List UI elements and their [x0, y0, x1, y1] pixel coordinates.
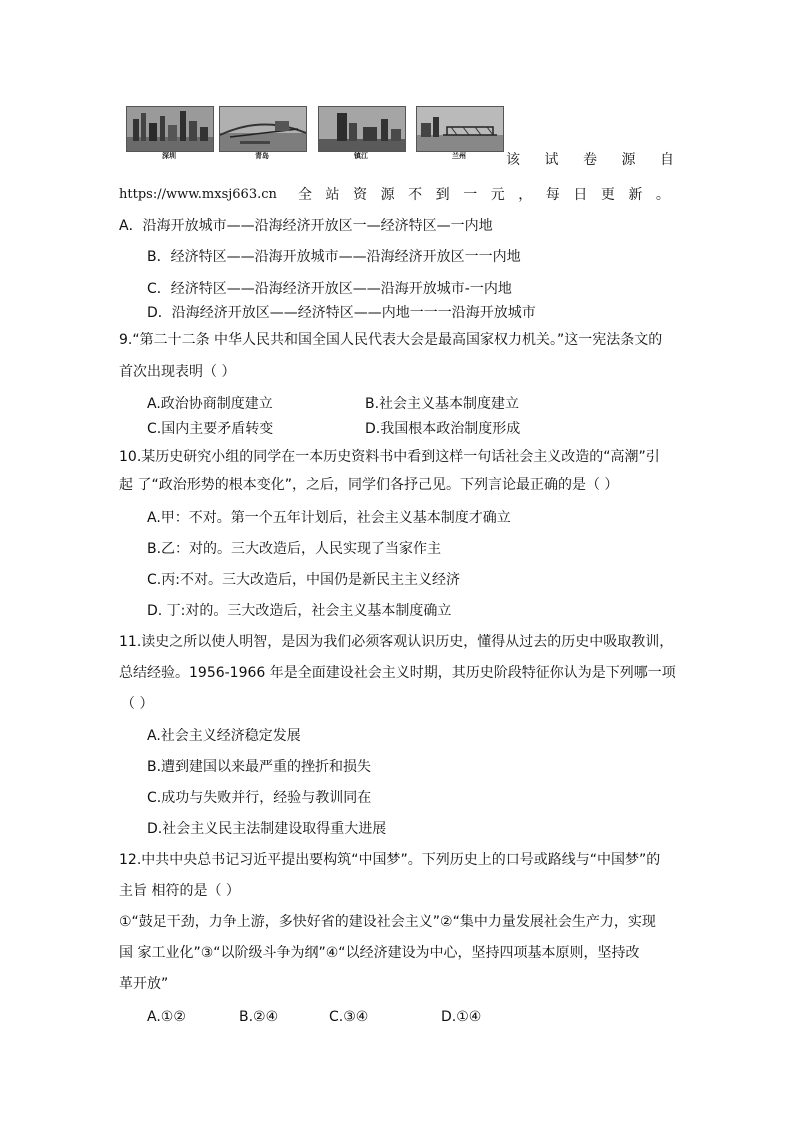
q10-stem-line-1: 10.某历史研究小组的同学在一本历史资料书中看到这样一句话社会主义改造的“高潮”引: [119, 449, 660, 465]
source-char: 源: [621, 152, 636, 168]
q12-stem-line-1: 12.中共中央总书记习近平提出要构筑“中国梦”。下列历史上的口号或路线与“中国梦”的: [119, 852, 661, 868]
q9-option-b: B.社会主义基本制度建立: [365, 396, 520, 412]
source-char: 更: [600, 187, 615, 203]
shenzhen-photo: [126, 106, 214, 152]
q8-option-c: C．经济特区——沿海经济开放区——沿海开放城市-一内地: [147, 281, 512, 297]
image-caption: 深圳: [162, 152, 176, 160]
source-char: 卷: [583, 152, 597, 168]
source-line-1: [506, 150, 674, 170]
river-bridge-photo-icon: [417, 107, 503, 151]
q8-option-d: D．沿海经济开放区——经济特区——内地一一一沿海开放城市: [147, 305, 536, 321]
q10-stem-line-2: 起 了“政治形势的根本变化”，之后，同学们各抒己见。下列言论最正确的是（ ）: [119, 477, 619, 493]
q12-option-a: A.①②: [147, 1009, 186, 1025]
source-char: 到: [435, 187, 450, 203]
q8-option-b: B．经济特区——沿海开放城市——沿海经济开放区一一内地: [147, 249, 521, 265]
q9-stem-line-1: 9.“第二十二条 中华人民共和国全国人民代表大会是最高国家权力机关。”这一宪法条文的: [119, 332, 663, 348]
q11-option-c: C.成功与失败并行，经验与教训同在: [147, 790, 372, 806]
source-char: 一: [463, 187, 478, 203]
source-char: 。: [655, 187, 670, 203]
q12-option-c: C.③④: [329, 1009, 369, 1025]
q10-option-a: A.甲：不对。第一个五年计划后，社会主义基本制度才确立: [147, 510, 511, 526]
q11-stem-line-1: 11.读史之所以使人明智，是因为我们必须客观认识历史，懂得从过去的历史中吸取教训，: [119, 634, 674, 650]
image-caption: 兰州: [452, 152, 466, 160]
qingdao-photo: [219, 106, 307, 152]
q12-stem-line-2: 主旨 相符的是（ ）: [119, 883, 240, 899]
source-char: 该: [506, 152, 520, 168]
q10-option-c: C.丙:不对。三大改造后，中国仍是新民主主义经济: [147, 572, 460, 588]
q9-option-c: C.国内主要矛盾转变: [147, 421, 274, 437]
q9-stem-line-2: 首次出现表明（ ）: [119, 364, 236, 380]
q10-option-d: D. 丁:对的。三大改造后，社会主义基本制度确立: [147, 603, 452, 619]
q12-item-line-2: 国 家工业化”③“以阶级斗争为纲”④“以经济建设为中心，坚持四项基本原则，坚持改: [119, 945, 640, 961]
q11-stem-line-3: （ ）: [121, 696, 154, 712]
bridge-photo-icon: [220, 107, 306, 151]
q11-option-d: D.社会主义民主法制建设取得重大进展: [147, 821, 387, 837]
source-char: 试: [544, 152, 559, 168]
source-char: 自: [660, 152, 674, 168]
q8-option-a: A．沿海开放城市——沿海经济开放区一—经济特区—一内地: [119, 218, 493, 234]
q12-item-line-3: 革开放”: [119, 976, 169, 992]
source-char: 元: [490, 187, 505, 203]
q11-option-a: A.社会主义经济稳定发展: [147, 728, 301, 744]
tower-photo-icon: [319, 107, 405, 151]
source-char: 全: [298, 187, 312, 203]
source-char: 资: [353, 187, 368, 203]
source-char: 新: [628, 187, 643, 203]
q10-option-b: B.乙：对的。三大改造后，人民实现了当家作主: [147, 541, 442, 557]
q11-option-b: B.遭到建国以来最严重的挫折和损失: [147, 759, 372, 775]
source-line-2: [298, 185, 670, 205]
q9-option-a: A.政治协商制度建立: [147, 396, 273, 412]
q12-option-b: B.②④: [239, 1009, 279, 1025]
source-char: 不: [408, 187, 423, 203]
zhenjiang-photo: [318, 106, 406, 152]
image-caption: 镇江: [354, 152, 368, 160]
source-char: 站: [325, 187, 340, 203]
source-char: 日: [573, 187, 588, 203]
q9-option-d: D.我国根本政治制度形成: [365, 421, 521, 437]
q12-option-d: D.①④: [441, 1009, 482, 1025]
city-skyline-photo-icon: [127, 107, 213, 151]
q12-item-line-1: ①“鼓足干劲，力争上游，多快好省的建设社会主义”②“集中力量发展社会生产力，实现: [119, 914, 656, 930]
source-char: ，: [518, 187, 533, 203]
source-url[interactable]: https://www.mxsj663.cn: [119, 187, 277, 202]
image-caption: 青岛: [255, 152, 269, 160]
q11-stem-line-2: 总结经验。1956-1966 年是全面建设社会主义时期，其历史阶段特征你认为是下列哪一项: [119, 665, 676, 681]
lanzhou-photo: [416, 106, 504, 152]
source-char: 源: [380, 187, 395, 203]
source-char: 每: [545, 187, 560, 203]
